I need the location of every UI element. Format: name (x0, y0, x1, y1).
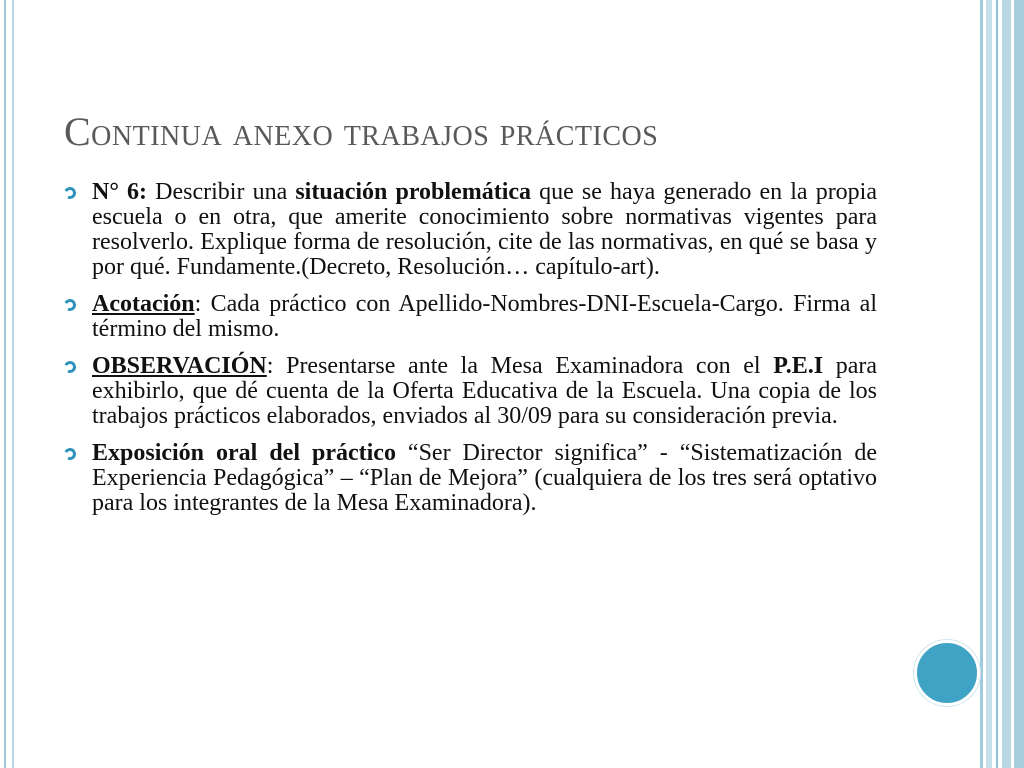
bullet-item-1 (92, 180, 877, 280)
bullet-list (92, 180, 877, 528)
bullet-text (92, 441, 877, 516)
bullet-lead: Acotación (92, 291, 195, 317)
bullet-text-part: : Cada práctico con Apellido-Nombres-DNI-Escuela-Cargo. Firma al término del mismo. (92, 291, 877, 342)
bullet-text-part: : Presentarse ante la Mesa Examinadora con el (266, 353, 774, 379)
bullet-text (92, 180, 877, 280)
bullet-icon (62, 446, 77, 461)
left-frame-outer-line (4, 0, 6, 768)
right-band-1 (980, 0, 983, 768)
bullet-emphasis: P.E.I (773, 353, 824, 379)
bullet-text (92, 354, 877, 429)
decorative-circle (914, 640, 980, 706)
right-band-3 (996, 0, 998, 768)
right-band-2 (986, 0, 992, 768)
bullet-icon (62, 297, 77, 312)
bullet-item-2 (92, 292, 877, 342)
right-band-4 (1002, 0, 1011, 768)
bullet-emphasis: situación problemática (295, 179, 532, 205)
bullet-lead: Exposición oral del práctico (92, 440, 396, 466)
bullet-text-part: Describir una (147, 179, 296, 205)
bullet-item-4 (92, 441, 877, 516)
bullet-lead: OBSERVACIÓN (92, 353, 267, 379)
slide-title: Continua anexo trabajos prácticos (64, 109, 659, 154)
bullet-text-part: que se haya generado en la propia escuela o en otra, que amerite conocimiento sobre normativas vigentes para resolverlo. Explique forma de resolución, cite de las normativas, en qué se basa y por qué. Fundamente.(Decreto, Resolución… capítulo-art). (92, 179, 878, 280)
bullet-icon (62, 359, 77, 374)
bullet-text (92, 292, 877, 342)
bullet-text-part: “Ser Director significa” - “Sistematización de Experiencia Pedagógica” – “Plan de Mejora” (cualquiera de los tres será optativo para los integrantes de la Mesa Examinadora). (92, 440, 877, 516)
bullet-text-part: para exhibirlo, que dé cuenta de la Oferta Educativa de la Escuela. Una copia de los trabajos prácticos elaborados, enviados al 30/09 para su consideración previa. (92, 353, 878, 429)
bullet-icon (62, 185, 77, 200)
right-band-5 (1014, 0, 1024, 768)
left-frame-inner-line (12, 0, 14, 768)
bullet-item-3 (92, 354, 877, 429)
bullet-lead: N° 6: (92, 179, 148, 205)
